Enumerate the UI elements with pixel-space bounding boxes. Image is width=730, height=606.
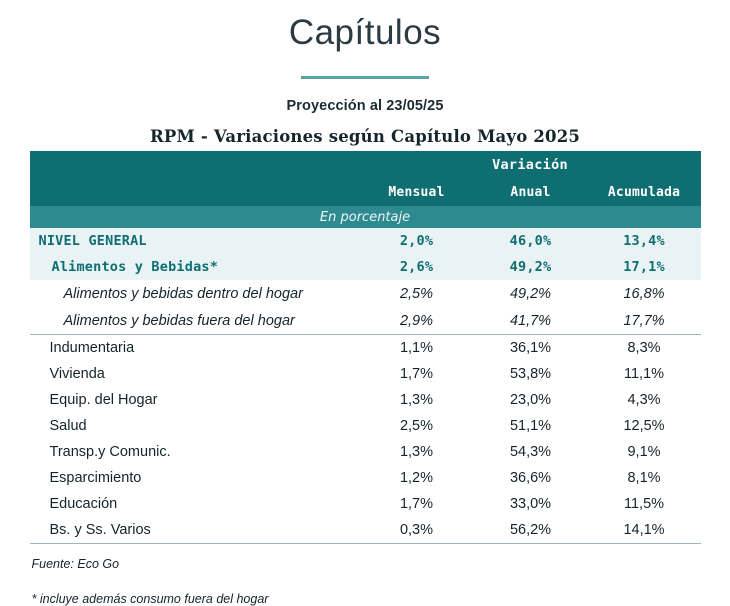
row-anual: 33,0% xyxy=(509,496,552,512)
row-anual: 51,1% xyxy=(509,418,552,434)
table-row xyxy=(30,465,701,491)
table-row xyxy=(30,228,701,254)
table-row xyxy=(30,439,701,465)
column-header-mensual: Mensual xyxy=(360,179,474,206)
table-row xyxy=(30,335,701,362)
row-mensual: 2,9% xyxy=(399,312,434,329)
row-acumulada: 8,1% xyxy=(627,470,661,486)
header-spacer-2 xyxy=(30,179,360,206)
document-page xyxy=(0,10,730,606)
row-mensual: 2,0% xyxy=(360,228,474,254)
row-mensual: 2,5% xyxy=(399,418,434,434)
row-label: Indumentaria xyxy=(30,335,360,362)
table-title: RPM - Variaciones según Capítulo Mayo 2025 xyxy=(149,127,581,146)
row-anual: 41,7% xyxy=(509,312,552,329)
table-row xyxy=(30,361,701,387)
row-label: Esparcimiento xyxy=(49,470,142,486)
source-note: Fuente: Eco Go xyxy=(31,557,120,571)
units-band: En porcentaje xyxy=(30,206,701,228)
table-row xyxy=(30,491,701,517)
row-acumulada: 9,1% xyxy=(627,444,661,460)
table-row xyxy=(30,413,701,439)
row-acumulada: 11,5% xyxy=(623,496,665,512)
row-mensual: 2,5% xyxy=(399,285,434,302)
row-label: Bs. y Ss. Varios xyxy=(49,522,151,538)
row-mensual: 1,3% xyxy=(399,444,434,460)
row-label: Alimentos y bebidas dentro del hogar xyxy=(63,285,303,302)
row-anual: 54,3% xyxy=(509,444,552,460)
row-anual: 53,8% xyxy=(509,366,552,382)
table-group-header-row xyxy=(30,151,701,179)
table-row xyxy=(30,387,701,413)
row-mensual: 1,7% xyxy=(399,496,434,512)
row-label: NIVEL GENERAL xyxy=(30,228,360,254)
row-anual: 56,2% xyxy=(509,522,552,538)
projection-date: Proyección al 23/05/25 xyxy=(286,98,444,114)
table-row xyxy=(30,280,701,307)
row-acumulada: 14,1% xyxy=(623,522,665,538)
row-label: Educación xyxy=(49,496,118,512)
table-row xyxy=(30,517,701,544)
row-label: Alimentos y bebidas fuera del hogar xyxy=(63,312,295,329)
header-spacer xyxy=(30,151,360,179)
row-acumulada: 4,3% xyxy=(627,392,661,408)
column-header-anual: Anual xyxy=(474,179,588,206)
row-label: Transp.y Comunic. xyxy=(49,444,171,460)
row-anual: 36,1% xyxy=(474,335,588,362)
row-mensual: 0,3% xyxy=(399,522,434,538)
footnotes xyxy=(30,546,701,606)
group-header-variacion: Variación xyxy=(360,151,701,179)
row-acumulada: 13,4% xyxy=(588,228,701,254)
table-column-header-row xyxy=(30,179,701,206)
row-mensual: 1,2% xyxy=(399,470,434,486)
table-caption-row xyxy=(30,127,701,151)
table-row xyxy=(30,307,701,335)
row-mensual: 1,3% xyxy=(399,392,434,408)
row-acumulada: 16,8% xyxy=(623,285,665,302)
title-divider xyxy=(301,76,429,79)
row-label: Equip. del Hogar xyxy=(49,392,158,408)
row-acumulada: 12,5% xyxy=(623,418,665,434)
row-acumulada: 8,3% xyxy=(588,335,701,362)
column-header-acumulada: Acumulada xyxy=(588,179,701,206)
row-label: Alimentos y Bebidas* xyxy=(30,254,360,280)
row-acumulada: 17,7% xyxy=(623,312,665,329)
table-row xyxy=(30,254,701,280)
units-band-row xyxy=(30,206,701,228)
row-acumulada: 17,1% xyxy=(588,254,701,280)
row-anual: 49,2% xyxy=(509,285,552,302)
table-container xyxy=(30,127,701,546)
page-title: Capítulos xyxy=(288,13,442,52)
variations-table xyxy=(30,127,701,546)
row-anual: 49,2% xyxy=(474,254,588,280)
row-anual: 23,0% xyxy=(509,392,552,408)
row-label: Salud xyxy=(49,418,87,434)
row-mensual: 2,6% xyxy=(360,254,474,280)
row-anual: 46,0% xyxy=(474,228,588,254)
row-anual: 36,6% xyxy=(509,470,552,486)
row-acumulada: 11,1% xyxy=(623,366,665,382)
row-mensual: 1,7% xyxy=(399,366,434,382)
asterisk-note: * incluye además consumo fuera del hogar xyxy=(31,592,269,606)
row-mensual: 1,1% xyxy=(360,335,474,362)
row-label: Vivienda xyxy=(49,366,105,382)
